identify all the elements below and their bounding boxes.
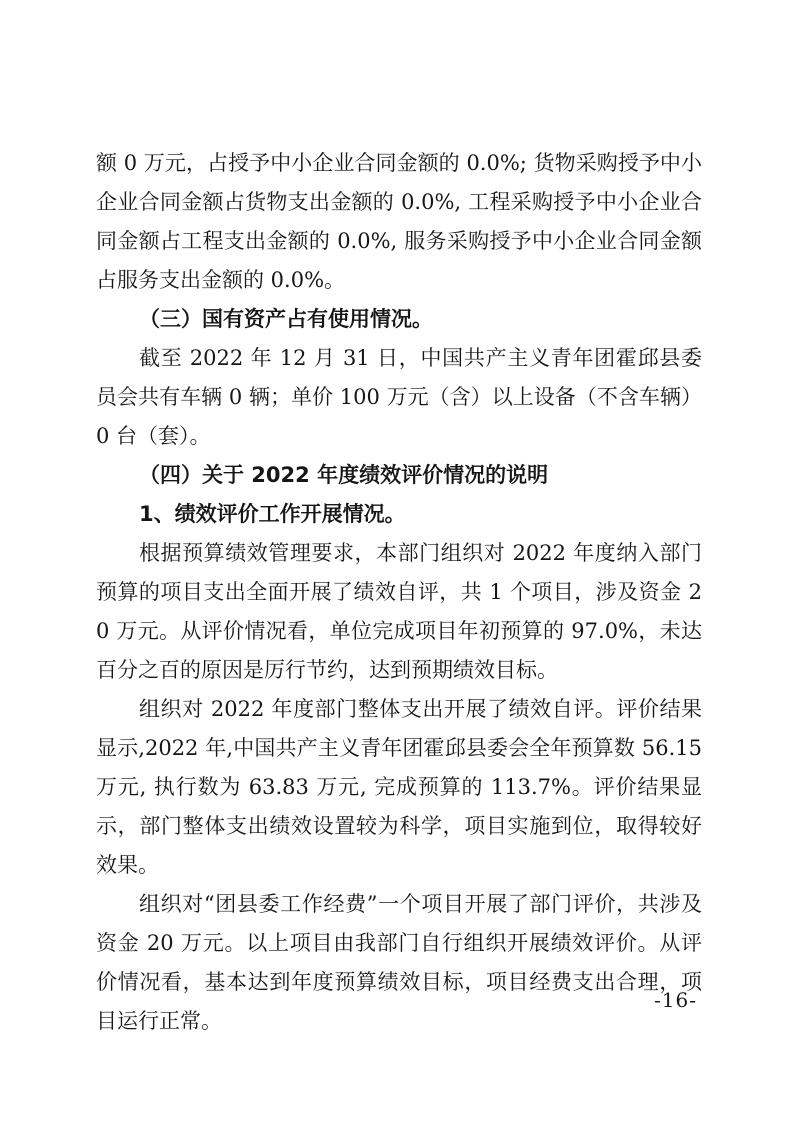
section-heading-performance-evaluation: （四）关于 2022 年度绩效评价情况的说明 <box>139 463 549 487</box>
sub-heading-evaluation-work: 1、绩效评价工作开展情况。 <box>139 502 406 526</box>
paragraph-state-assets: 截至 2022 年 12 月 31 日，中国共产主义青年团霍邱县委员会共有车辆 0 辆；单价 100 万元（含）以上设备（不含车辆）0 台（套）。 <box>96 346 702 448</box>
paragraph-overall-expenditure-evaluation: 组织对 2022 年度部门整体支出开展了绩效自评。评价结果显示,2022 年,中国共产主义青年团霍邱县委会全年预算数 56.15 万元, 执行数为 63.83 万元, 完成预算的 113.7%。评价结果显示，部门整体支出绩效设置较为科学，项目实施到位，取得较好效果。 <box>96 697 702 877</box>
paragraph-department-evaluation: 组织对“团县委工作经费”一个项目开展了部门评价，共涉及资金 20 万元。以上项目由我部门自行组织开展绩效评价。从评价情况看，基本达到年度预算绩效目标，项目经费支出合理，项目运行正常。 <box>96 892 702 1033</box>
document-body <box>96 144 702 1041</box>
paragraph-project-self-evaluation: 根据预算绩效管理要求，本部门组织对 2022 年度纳入部门预算的项目支出全面开展了绩效自评，共 1 个项目，涉及资金 20 万元。从评价情况看，单位完成项目年初预算的 97.0%，未达百分之百的原因是厉行节约，达到预期绩效目标。 <box>96 541 702 682</box>
paragraph-continuation: 额 0 万元，占授予中小企业合同金额的 0.0%; 货物采购授予中小企业合同金额占货物支出金额的 0.0%, 工程采购授予中小企业合同金额占工程支出金额的 0.0%, 服务采购授予中小企业合同金额占服务支出金额的 0.0%。 <box>96 151 702 292</box>
page-number: -16- <box>654 988 697 1012</box>
section-heading-state-assets: （三）国有资产占有使用情况。 <box>139 307 433 331</box>
